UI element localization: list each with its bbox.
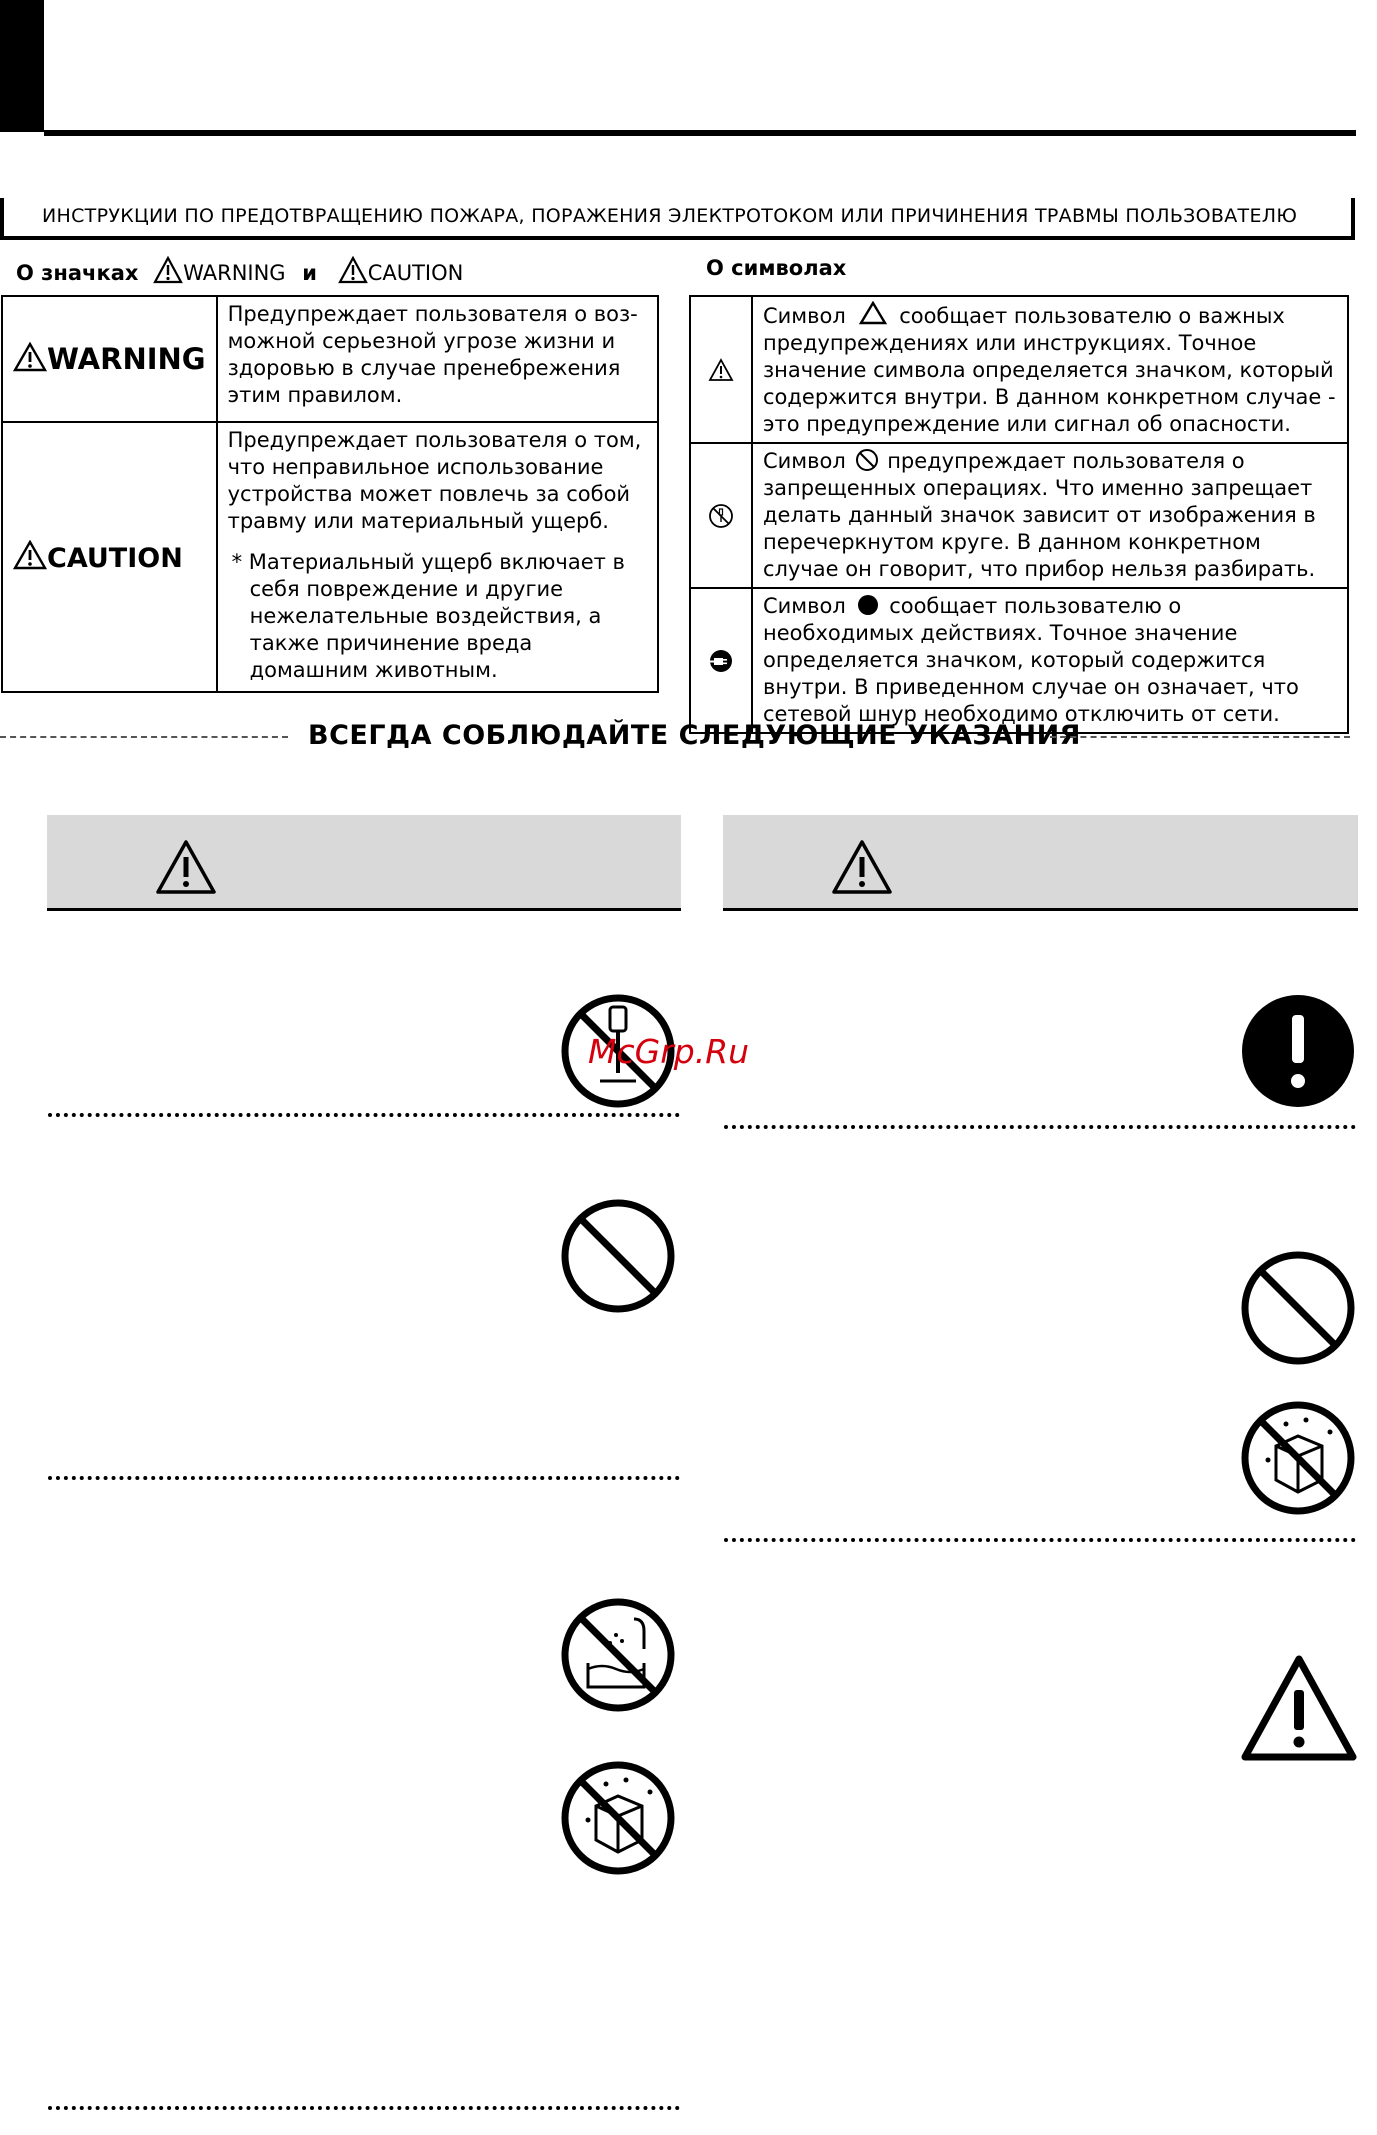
symbols-table [689, 295, 1349, 734]
section-title: ВСЕГДА СОБЛЮДАЙТЕ СЛЕДУЮЩИЕ УКАЗАНИЯ [308, 720, 1081, 751]
symbol-text: предупреждает пользователя о запрещенных операциях. Что именно запрещает делать данный значок зависит от изображения в перечеркнутом круге. В данном конкретном случае он говорит, что прибор нельзя разбирать. [763, 449, 1316, 581]
triangle-outline-icon [859, 301, 887, 325]
warning-label [13, 342, 206, 376]
signs-heading [16, 256, 463, 285]
signs-row-caution [2, 422, 658, 692]
symbol-word: Символ [763, 304, 846, 328]
dotted-separator [48, 1113, 680, 1117]
dotted-separator [724, 1125, 1356, 1129]
symbols-row [690, 443, 1348, 588]
watermark: McGrp.Ru [588, 1032, 750, 1071]
prohibition-icon [855, 448, 879, 472]
signs-heading-and: и [302, 261, 317, 285]
warning-label-cell [2, 296, 217, 422]
signs-heading-caution: CAUTION [367, 261, 464, 285]
dotted-separator [48, 2106, 680, 2110]
page-corner-tab [0, 0, 44, 132]
unplug-icon [708, 648, 734, 674]
symbols-row [690, 588, 1348, 733]
symbol-description [752, 443, 1348, 588]
symbol-description [752, 296, 1348, 443]
warning-triangle-icon [831, 839, 893, 895]
caution-label-text: CAUTION [47, 543, 183, 574]
warning-triangle-icon [153, 256, 183, 284]
no-disassemble-icon [708, 503, 734, 529]
warning-label-text: WARNING [47, 342, 206, 376]
symbol-description [752, 588, 1348, 733]
symbol-text: сообщает пользователю о важных предупреждениях или инструкциях. Точное значение символа определяется значком, который содержится внутри. В данном конкретном случае - это предупреждение или сигнал об опасности. [763, 304, 1336, 436]
caution-triangle-icon [338, 256, 368, 284]
caution-label-cell [2, 422, 217, 692]
mandatory-action-icon [1240, 993, 1356, 1109]
top-rule [44, 130, 1356, 136]
section-divider-left [0, 736, 288, 738]
prohibition-icon [560, 1198, 676, 1314]
caution-description: Предупреждает пользователя о том, что неправильное использование устройства может повлечь за собой травму или материальный ущерб. [227, 428, 642, 533]
signs-heading-warning: WARNING [183, 261, 286, 285]
warning-panel-left [47, 815, 681, 911]
no-water-spray-icon [560, 1597, 676, 1713]
dotted-separator [724, 1538, 1356, 1542]
section-divider-right [1050, 736, 1350, 738]
signs-row-warning [2, 296, 658, 422]
caution-label [13, 543, 183, 574]
symbol-icon-cell [690, 588, 752, 733]
no-moisture-icon [560, 1760, 676, 1876]
symbol-text: сообщает пользователю о необходимых действиях. Точное значение определяется значком, который содержится внутри. В приведенном случае он означает, что сетевой шнур необходимо отключить от сети. [763, 594, 1299, 726]
dotted-separator [48, 1476, 680, 1480]
warning-description: Предупреждает пользователя о воз-можной серьезной угрозе жизни и здоровью в случае пренебрежения этим правилом. [217, 296, 658, 422]
signs-heading-prefix: О значках [16, 261, 139, 285]
symbols-heading-text: О символах [706, 256, 847, 280]
signs-table [1, 295, 659, 693]
caution-panel-right [723, 815, 1358, 911]
no-moisture-icon [1240, 1400, 1356, 1516]
caution-description-cell [217, 422, 658, 692]
symbol-word: Символ [763, 594, 846, 618]
symbols-heading [706, 256, 846, 280]
symbol-icon-cell [690, 296, 752, 443]
instruction-title: ИНСТРУКЦИИ ПО ПРЕДОТВРАЩЕНИЮ ПОЖАРА, ПОРАЖЕНИЯ ЭЛЕКТРОТОКОМ ИЛИ ПРИЧИНЕНИЯ ТРАВМЫ ПОЛЬЗОВАТЕЛЮ [42, 205, 1298, 227]
symbol-word: Символ [763, 449, 846, 473]
symbols-row [690, 296, 1348, 443]
warning-triangle-icon [13, 342, 47, 372]
caution-footnote: * Материальный ущерб включает в себя повреждение и другие нежелательные воздействия, а также причинение вреда домашним животным. [231, 550, 625, 682]
prohibition-icon [1240, 1250, 1356, 1366]
symbol-icon-cell [690, 443, 752, 588]
filled-circle-icon [857, 594, 879, 616]
warning-triangle-icon [155, 839, 217, 895]
warning-triangle-icon [708, 358, 734, 382]
warning-triangle-icon [1240, 1654, 1358, 1762]
caution-triangle-icon [13, 540, 47, 570]
